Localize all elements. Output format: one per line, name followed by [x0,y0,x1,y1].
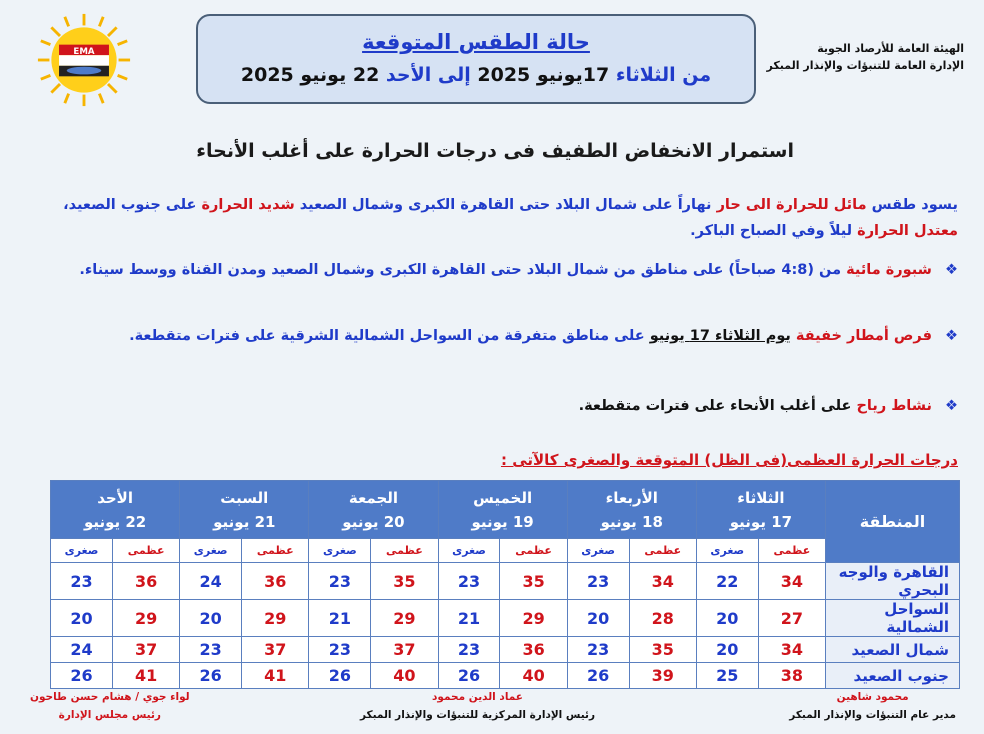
period-from-date: 17يونيو 2025 [477,64,610,86]
max-label: عظمى [500,539,567,563]
temp-max: 37 [371,637,438,663]
temp-min: 20 [696,600,758,637]
logo-text: EMA [73,47,95,58]
temp-min: 22 [696,563,758,600]
signature-forecast-director [789,688,956,724]
temp-max: 34 [629,563,696,600]
bullet-diamond-icon: ❖ [945,262,958,278]
intro-part-6: معتدل الحرارة [857,223,958,239]
bullet-fog [28,262,958,278]
temp-max: 41 [242,663,309,689]
temp-max: 29 [113,600,180,637]
temp-max: 36 [242,563,309,600]
temp-min: 23 [567,563,629,600]
temp-min: 21 [309,600,371,637]
region-name: السواحل الشمالية [826,600,960,637]
org-department: الإدارة العامة للتنبؤات والإنذار المبكر [766,59,964,72]
max-label: عظمى [629,539,696,563]
min-label: صغرى [51,539,113,563]
title-box [196,14,756,104]
temp-min: 26 [438,663,500,689]
day-header: الأحد 22 يونيو [51,481,180,539]
min-label: صغرى [567,539,629,563]
temp-max: 35 [371,563,438,600]
temp-min: 25 [696,663,758,689]
max-label: عظمى [242,539,309,563]
region-name: شمال الصعيد [826,637,960,663]
intro-paragraph [28,192,958,244]
period-to-date: 22 يونيو 2025 [240,64,380,86]
temp-min: 26 [309,663,371,689]
temp-max: 36 [113,563,180,600]
signature-name: عماد الدين محمود [432,691,523,703]
bullet-rain-label: فرص أمطار خفيفة [795,328,932,344]
temp-max: 40 [371,663,438,689]
temp-min: 20 [51,600,113,637]
temp-max: 41 [113,663,180,689]
table-row [51,637,960,663]
temp-min: 23 [51,563,113,600]
temp-max: 37 [242,637,309,663]
intro-part-3: نهاراً على شمال البلاد حتى القاهرة الكبرى وشمال الصعيد [299,197,712,213]
temp-max: 35 [629,637,696,663]
day-header-row [51,481,960,539]
temp-min: 26 [180,663,242,689]
period-from-label: من الثلاثاء [615,64,712,86]
day-header: الأربعاء 18 يونيو [567,481,696,539]
temp-min: 23 [567,637,629,663]
bullet-rain [28,328,958,344]
table-title: درجات الحرارة العظمى(فى الظل) المتوقعة والصغرى كالآتى : [500,451,958,469]
region-name: جنوب الصعيد [826,663,960,689]
temp-max: 27 [758,600,825,637]
max-label: عظمى [371,539,438,563]
temp-max: 29 [371,600,438,637]
day-header: الثلاثاء 17 يونيو [696,481,825,539]
temp-min: 26 [51,663,113,689]
signature-name: محمود شاهين [836,691,909,703]
temp-min: 24 [51,637,113,663]
temp-max: 36 [500,637,567,663]
day-header: السبت 21 يونيو [180,481,309,539]
ema-logo-icon [36,12,132,108]
temp-min: 23 [309,563,371,600]
day-header: الخميس 19 يونيو [438,481,567,539]
bullet-fog-label: شبورة مائية [846,262,932,278]
bullet-diamond-icon: ❖ [945,398,958,414]
page-title: حالة الطقس المتوقعة [362,30,590,54]
period-to-label: إلى الأحد [385,64,471,86]
organization-header [764,40,964,74]
bullet-rain-text: على مناطق متفرقة من السواحل الشمالية الشرقية على فترات متقطعة. [129,328,645,344]
min-label: صغرى [309,539,371,563]
signature-central-director [360,688,595,724]
sub-header-row [51,539,960,563]
table-body [51,563,960,689]
signature-title: مدير عام التنبؤات والإنذار المبكر [789,709,956,721]
temp-max: 39 [629,663,696,689]
min-label: صغرى [696,539,758,563]
temperature-table [50,480,960,689]
bullet-fog-text: من (4:8 صباحاً) على مناطق من شمال البلاد حتى القاهرة الكبرى وشمال الصعيد ومدن القناة ووسط سيناء. [79,262,842,278]
temp-min: 20 [567,600,629,637]
temp-max: 38 [758,663,825,689]
region-name: القاهرة والوجه البحري [826,563,960,600]
temp-min: 20 [696,637,758,663]
signature-title: رئيس مجلس الإدارة [58,709,161,721]
table-row [51,563,960,600]
max-label: عظمى [113,539,180,563]
bullet-diamond-icon: ❖ [945,328,958,344]
temp-min: 23 [309,637,371,663]
intro-part-7: ليلاً وفي الصباح الباكر. [690,223,853,239]
temp-max: 29 [500,600,567,637]
intro-part-5: على جنوب الصعيد، [63,197,197,213]
temp-max: 35 [500,563,567,600]
intro-part-1: يسود طقس [871,197,958,213]
forecast-period [198,64,754,86]
bullet-wind-text: على أغلب الأنحاء على فترات متقطعة. [578,398,852,414]
temp-min: 26 [567,663,629,689]
region-header: المنطقة [826,481,960,563]
temp-min: 20 [180,600,242,637]
table-row [51,663,960,689]
intro-part-2: مائل للحرارة الى حار [716,197,867,213]
temp-max: 34 [758,563,825,600]
bullet-wind-label: نشاط رياح [856,398,932,414]
max-label: عظمى [758,539,825,563]
org-name: الهيئة العامة للأرصاد الجوية [817,42,964,55]
temp-max: 28 [629,600,696,637]
bullet-rain-day: يوم الثلاثاء 17 يونيو [649,328,791,344]
min-label: صغرى [180,539,242,563]
signature-chairman [30,688,190,724]
temp-max: 34 [758,637,825,663]
signature-name: لواء جوي / هشام حسن طاحون [30,691,190,703]
day-header: الجمعة 20 يونيو [309,481,438,539]
table-row [51,600,960,637]
headline: استمرار الانخفاض الطفيف فى درجات الحرارة على أغلب الأنحاء [196,140,794,162]
temp-max: 37 [113,637,180,663]
temp-min: 23 [438,637,500,663]
temp-min: 23 [438,563,500,600]
temp-min: 23 [180,637,242,663]
intro-part-4: شديد الحرارة [201,197,295,213]
temp-min: 24 [180,563,242,600]
signature-title: رئيس الإدارة المركزية للتنبؤات والإنذار المبكر [360,709,596,721]
min-label: صغرى [438,539,500,563]
bullet-wind [28,398,958,414]
temp-min: 21 [438,600,500,637]
temp-max: 29 [242,600,309,637]
temp-max: 40 [500,663,567,689]
